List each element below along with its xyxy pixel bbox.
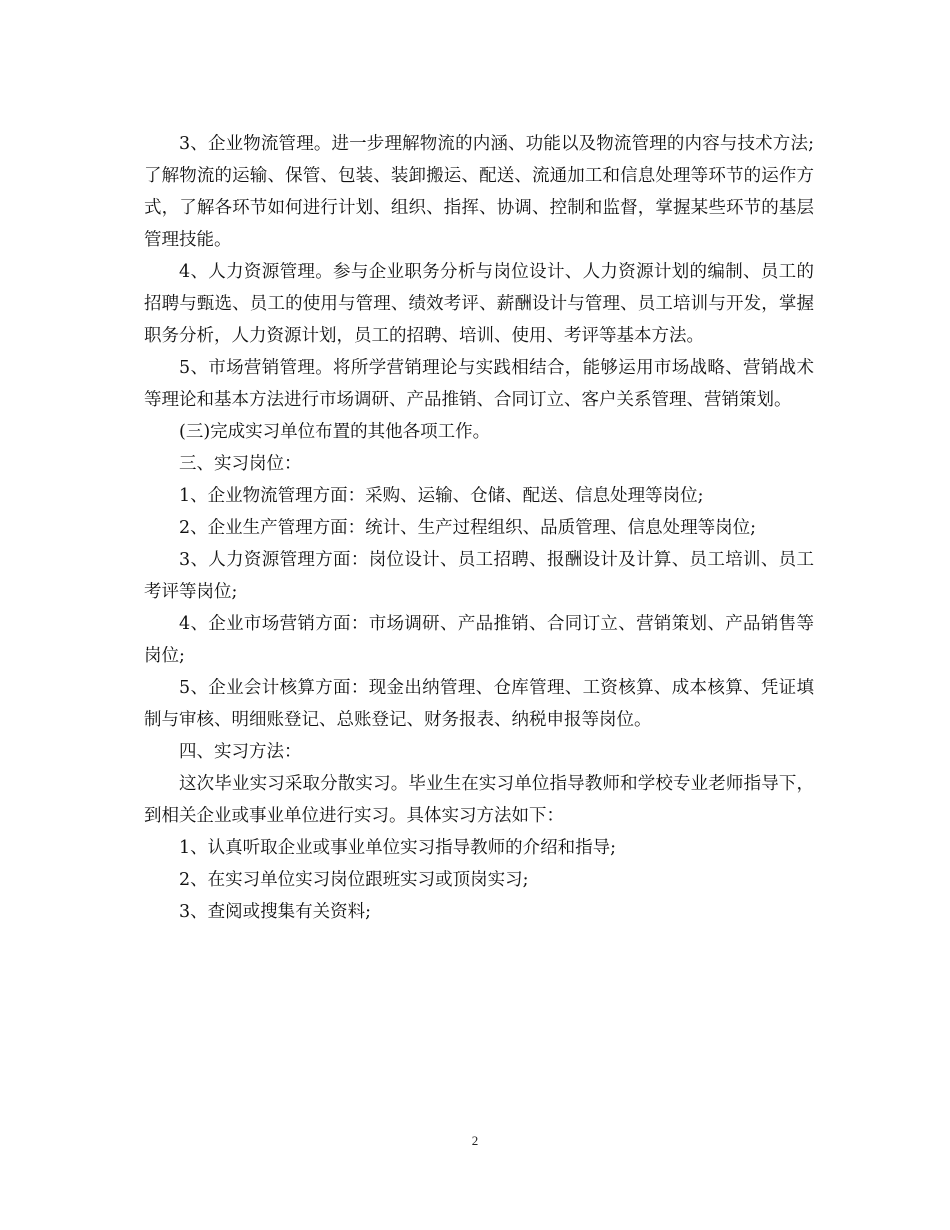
position-item-logistics: 1、企业物流管理方面：采购、运输、仓储、配送、信息处理等岗位; xyxy=(179,486,704,506)
position-item-hr: 3、人力资源管理方面：岗位设计、员工招聘、报酬设计及计算、员工培训、员工考评等岗位; xyxy=(144,550,814,602)
method-item-practice: 2、在实习单位实习岗位跟班实习或顶岗实习; xyxy=(179,870,529,890)
position-item-marketing: 4、企业市场营销方面：市场调研、产品推销、合同订立、营销策划、产品销售等岗位; xyxy=(144,614,814,666)
paragraph-marketing: 5、市场营销管理。将所学营销理论与实践相结合，能够运用市场战略、营销战术等理论和基本方法进行市场调研、产品推销、合同订立、客户关系管理、营销策划。 xyxy=(144,358,814,410)
paragraph-other-work: (三)完成实习单位布置的其他各项工作。 xyxy=(179,422,491,442)
paragraph-logistics: 3、企业物流管理。进一步理解物流的内涵、功能以及物流管理的内容与技术方法;了解物流的运输、保管、包装、装卸搬运、配送、流通加工和信息处理等环节的运作方式，了解各环节如何进行计划、组织、指挥、协调、控制和监督，掌握某些环节的基层管理技能。 xyxy=(144,134,814,250)
paragraph-human-resources: 4、人力资源管理。参与企业职务分析与岗位设计、人力资源计划的编制、员工的招聘与甄选、员工的使用与管理、绩效考评、薪酬设计与管理、员工培训与开发，掌握职务分析，人力资源计划，员工的招聘、培训、使用、考评等基本方法。 xyxy=(144,262,814,346)
position-item-accounting: 5、企业会计核算方面：现金出纳管理、仓库管理、工资核算、成本核算、凭证填制与审核、明细账登记、总账登记、财务报表、纳税申报等岗位。 xyxy=(144,678,814,730)
page-number: 2 xyxy=(471,1133,479,1148)
document-body xyxy=(144,128,814,928)
method-item-listen: 1、认真听取企业或事业单位实习指导教师的介绍和指导; xyxy=(179,838,617,858)
section-heading-methods: 四、实习方法： xyxy=(179,742,302,762)
method-item-research: 3、查阅或搜集有关资料; xyxy=(179,902,372,922)
section-heading-positions: 三、实习岗位： xyxy=(179,454,302,474)
paragraph-methods-intro: 这次毕业实习采取分散实习。毕业生在实习单位指导教师和学校专业老师指导下，到相关企业或事业单位进行实习。具体实习方法如下： xyxy=(144,774,814,826)
position-item-production: 2、企业生产管理方面：统计、生产过程组织、品质管理、信息处理等岗位; xyxy=(179,518,757,538)
